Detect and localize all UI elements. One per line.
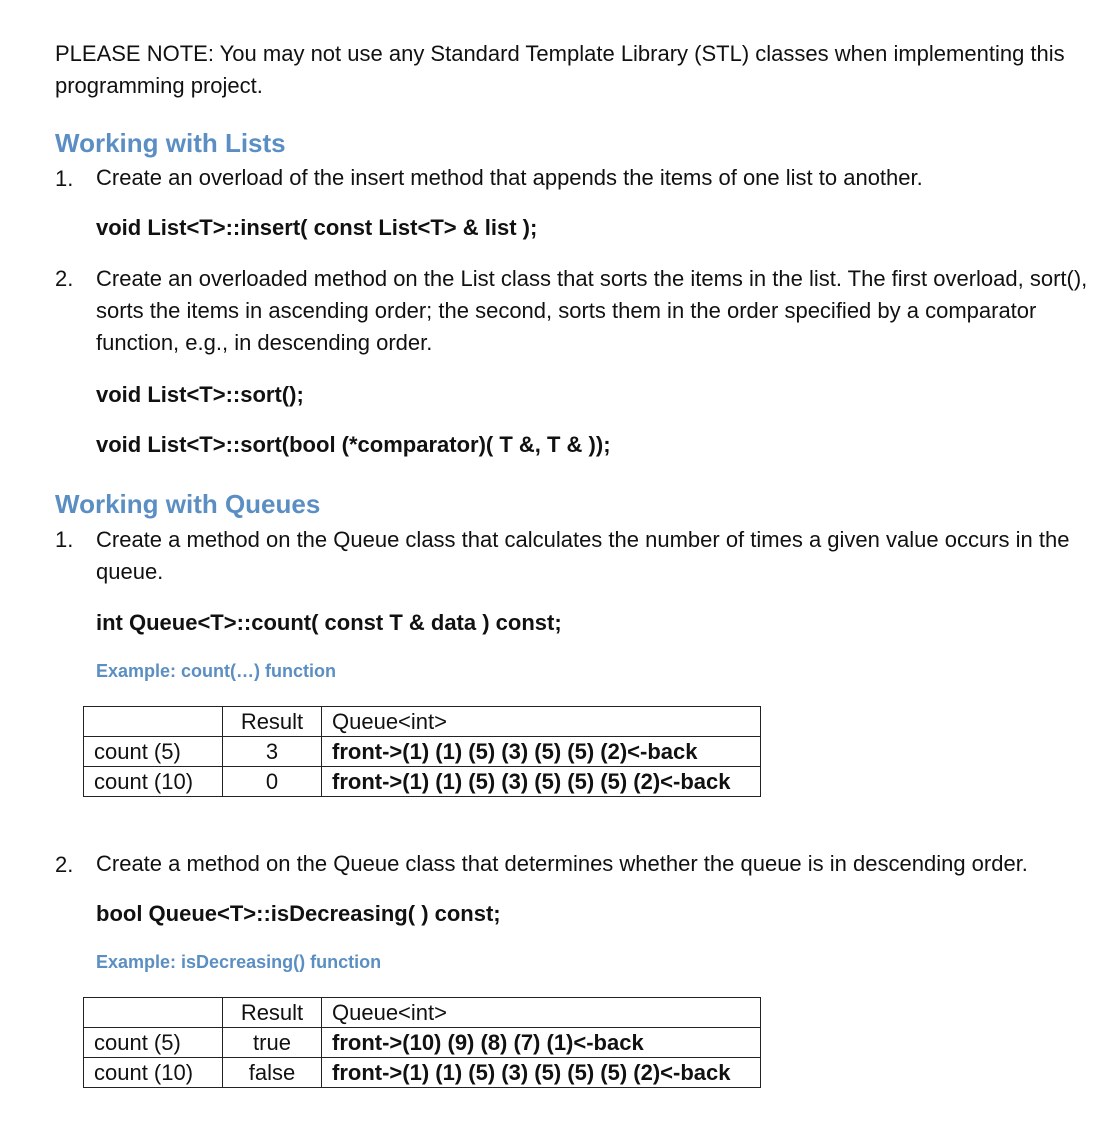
table-header-cell: Result bbox=[223, 707, 322, 737]
table-header-row bbox=[84, 707, 761, 737]
table-row bbox=[84, 767, 761, 797]
isdecreasing-example-title: Example: isDecreasing() function bbox=[96, 952, 382, 972]
table-cell: 3 bbox=[223, 737, 322, 767]
list-item-1-text: Create an overload of the insert method that appends the items of one list to another. bbox=[96, 165, 923, 190]
table-cell: front->(1) (1) (5) (3) (5) (5) (5) (2)<-back bbox=[322, 1058, 761, 1088]
table-cell: count (5) bbox=[84, 737, 223, 767]
table-header-cell: Queue<int> bbox=[322, 998, 761, 1028]
table-header-cell: Result bbox=[223, 998, 322, 1028]
table-cell: count (10) bbox=[84, 1058, 223, 1088]
table-header-cell bbox=[84, 998, 223, 1028]
isdecreasing-signature: bool Queue<T>::isDecreasing( ) const; bbox=[96, 901, 501, 926]
table-cell: false bbox=[223, 1058, 322, 1088]
sort-comparator-signature: void List<T>::sort(bool (*comparator)( T &, T & )); bbox=[96, 432, 611, 457]
queue-item-2-number: 2. bbox=[55, 852, 74, 877]
table-cell: count (10) bbox=[84, 767, 223, 797]
count-example-table bbox=[83, 706, 761, 797]
sort-signature: void List<T>::sort(); bbox=[96, 382, 304, 407]
queue-item-1-text: Create a method on the Queue class that calculates the number of times a given value occurs in the queue. bbox=[96, 527, 1070, 584]
table-header-cell: Queue<int> bbox=[322, 707, 761, 737]
queue-item-1-number: 1. bbox=[55, 527, 74, 552]
table-cell: front->(10) (9) (8) (7) (1)<-back bbox=[322, 1028, 761, 1058]
table-cell: 0 bbox=[223, 767, 322, 797]
list-item-2-text: Create an overloaded method on the List class that sorts the items in the list. The first overload, sort(), sorts the items in ascending order; the second, sorts them in the order specified by a comparator function, e.g., in descending order. bbox=[96, 266, 1088, 355]
table-header-row bbox=[84, 998, 761, 1028]
table-cell: count (5) bbox=[84, 1028, 223, 1058]
list-item-2-number: 2. bbox=[55, 266, 74, 291]
table-row bbox=[84, 1028, 761, 1058]
table-cell: true bbox=[223, 1028, 322, 1058]
stl-note: PLEASE NOTE: You may not use any Standard Template Library (STL) classes when implementing this programming project. bbox=[55, 41, 1065, 98]
table-row bbox=[84, 737, 761, 767]
table-cell: front->(1) (1) (5) (3) (5) (5) (2)<-back bbox=[322, 737, 761, 767]
count-example-title: Example: count(…) function bbox=[96, 661, 336, 681]
table-cell: front->(1) (1) (5) (3) (5) (5) (5) (2)<-back bbox=[322, 767, 761, 797]
isdecreasing-example-table bbox=[83, 997, 761, 1088]
queues-heading: Working with Queues bbox=[55, 489, 321, 519]
insert-signature: void List<T>::insert( const List<T> & list ); bbox=[96, 215, 538, 240]
list-item-1-number: 1. bbox=[55, 166, 74, 191]
table-row bbox=[84, 1058, 761, 1088]
table-header-cell bbox=[84, 707, 223, 737]
queue-item-2-text: Create a method on the Queue class that determines whether the queue is in descending order. bbox=[96, 851, 1028, 876]
count-signature: int Queue<T>::count( const T & data ) const; bbox=[96, 610, 562, 635]
lists-heading: Working with Lists bbox=[55, 128, 286, 158]
